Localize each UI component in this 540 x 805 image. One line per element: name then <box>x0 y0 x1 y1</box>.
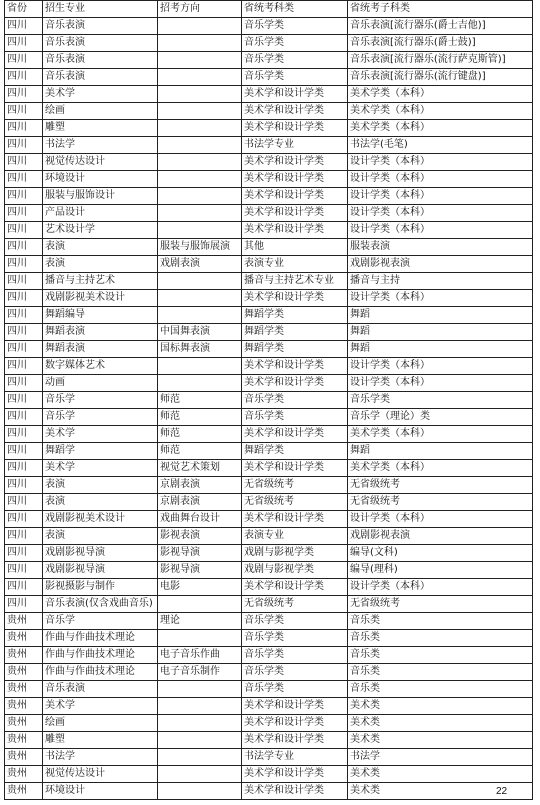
exam-category-cell: 美术学和设计学类 <box>242 698 348 715</box>
exam-category-cell: 舞蹈学类 <box>242 341 348 358</box>
exam-subcategory-cell: 舞蹈 <box>348 307 533 324</box>
direction-cell: 服装与服饰展演 <box>158 239 242 256</box>
major-cell: 环境设计 <box>43 171 158 188</box>
column-header: 省份 <box>5 1 43 18</box>
table-row <box>5 698 533 715</box>
province-cell: 四川 <box>5 86 43 103</box>
direction-cell: 师范 <box>158 443 242 460</box>
major-cell: 表演 <box>43 256 158 273</box>
exam-subcategory-cell: 音乐类 <box>348 664 533 681</box>
exam-category-cell: 美术学和设计学类 <box>242 715 348 732</box>
major-cell: 戏剧影视美术设计 <box>43 290 158 307</box>
table-row <box>5 477 533 494</box>
exam-category-cell: 戏剧与影视学类 <box>242 562 348 579</box>
direction-cell <box>158 273 242 290</box>
exam-subcategory-cell: 舞蹈 <box>348 324 533 341</box>
exam-subcategory-cell: 音乐类 <box>348 613 533 630</box>
table-row <box>5 613 533 630</box>
table-row <box>5 562 533 579</box>
column-header: 省统考科类 <box>242 1 348 18</box>
major-cell: 音乐学 <box>43 409 158 426</box>
direction-cell <box>158 18 242 35</box>
major-cell: 产品设计 <box>43 205 158 222</box>
table-row <box>5 426 533 443</box>
table-row <box>5 103 533 120</box>
table-row <box>5 528 533 545</box>
table-row <box>5 86 533 103</box>
table-row <box>5 511 533 528</box>
table-row <box>5 256 533 273</box>
exam-subcategory-cell: 音乐表演[流行器乐(爵士鼓)] <box>348 35 533 52</box>
province-cell: 贵州 <box>5 732 43 749</box>
province-cell: 四川 <box>5 460 43 477</box>
exam-category-cell: 美术学和设计学类 <box>242 86 348 103</box>
exam-category-cell: 舞蹈学类 <box>242 443 348 460</box>
exam-subcategory-cell: 美术学类（本科） <box>348 103 533 120</box>
major-cell: 书法学 <box>43 137 158 154</box>
exam-subcategory-cell: 音乐表演[流行器乐(爵士吉他)] <box>348 18 533 35</box>
direction-cell <box>158 749 242 766</box>
major-cell: 音乐表演(仅含戏曲音乐) <box>43 596 158 613</box>
major-cell: 播音与主持艺术 <box>43 273 158 290</box>
direction-cell: 视觉艺术策划 <box>158 460 242 477</box>
major-cell: 表演 <box>43 528 158 545</box>
major-cell: 环境设计 <box>43 783 158 800</box>
province-cell: 贵州 <box>5 630 43 647</box>
province-cell: 四川 <box>5 528 43 545</box>
direction-cell: 电影 <box>158 579 242 596</box>
exam-subcategory-cell: 音乐学（理论）类 <box>348 409 533 426</box>
direction-cell <box>158 52 242 69</box>
province-cell: 四川 <box>5 18 43 35</box>
direction-cell <box>158 358 242 375</box>
exam-subcategory-cell: 美术学类（本科） <box>348 120 533 137</box>
table-row <box>5 69 533 86</box>
exam-subcategory-cell: 设计学类（本科） <box>348 171 533 188</box>
direction-cell: 师范 <box>158 409 242 426</box>
admissions-table <box>4 0 533 800</box>
exam-category-cell: 美术学和设计学类 <box>242 205 348 222</box>
table-row <box>5 443 533 460</box>
exam-subcategory-cell: 书法学(毛笔) <box>348 137 533 154</box>
exam-category-cell: 美术学和设计学类 <box>242 120 348 137</box>
table-row <box>5 392 533 409</box>
province-cell: 贵州 <box>5 715 43 732</box>
exam-subcategory-cell: 美术学类（本科） <box>348 426 533 443</box>
exam-subcategory-cell: 播音与主持 <box>348 273 533 290</box>
table-row <box>5 205 533 222</box>
major-cell: 戏剧影视导演 <box>43 545 158 562</box>
direction-cell <box>158 681 242 698</box>
province-cell: 四川 <box>5 171 43 188</box>
table-row <box>5 409 533 426</box>
table-row <box>5 375 533 392</box>
exam-category-cell: 音乐学类 <box>242 392 348 409</box>
direction-cell <box>158 715 242 732</box>
table-row <box>5 460 533 477</box>
table-row <box>5 239 533 256</box>
direction-cell: 影视导演 <box>158 562 242 579</box>
direction-cell: 京剧表演 <box>158 477 242 494</box>
province-cell: 四川 <box>5 239 43 256</box>
table-row <box>5 681 533 698</box>
province-cell: 四川 <box>5 358 43 375</box>
direction-cell <box>158 137 242 154</box>
province-cell: 四川 <box>5 52 43 69</box>
province-cell: 四川 <box>5 324 43 341</box>
province-cell: 四川 <box>5 477 43 494</box>
table-row <box>5 664 533 681</box>
table-row <box>5 290 533 307</box>
table-row <box>5 494 533 511</box>
exam-subcategory-cell: 设计学类（本科） <box>348 205 533 222</box>
province-cell: 四川 <box>5 273 43 290</box>
exam-category-cell: 表演专业 <box>242 256 348 273</box>
exam-subcategory-cell: 音乐表演[流行器乐(流行键盘)] <box>348 69 533 86</box>
exam-subcategory-cell: 戏剧影视表演 <box>348 256 533 273</box>
major-cell: 艺术设计学 <box>43 222 158 239</box>
exam-subcategory-cell: 舞蹈 <box>348 443 533 460</box>
exam-category-cell: 音乐学类 <box>242 647 348 664</box>
table-row <box>5 749 533 766</box>
major-cell: 作曲与作曲技术理论 <box>43 647 158 664</box>
direction-cell: 电子音乐制作 <box>158 664 242 681</box>
direction-cell: 影视导演 <box>158 545 242 562</box>
direction-cell: 戏剧表演 <box>158 256 242 273</box>
province-cell: 四川 <box>5 222 43 239</box>
major-cell: 表演 <box>43 477 158 494</box>
major-cell: 作曲与作曲技术理论 <box>43 664 158 681</box>
province-cell: 四川 <box>5 154 43 171</box>
exam-category-cell: 美术学和设计学类 <box>242 171 348 188</box>
exam-subcategory-cell: 设计学类（本科） <box>348 579 533 596</box>
table-row <box>5 18 533 35</box>
province-cell: 四川 <box>5 511 43 528</box>
page-number: 22 <box>496 786 508 797</box>
exam-subcategory-cell: 戏剧影视表演 <box>348 528 533 545</box>
direction-cell: 中国舞表演 <box>158 324 242 341</box>
direction-cell <box>158 120 242 137</box>
table-row <box>5 171 533 188</box>
major-cell: 影视摄影与制作 <box>43 579 158 596</box>
exam-subcategory-cell: 服装表演 <box>348 239 533 256</box>
exam-subcategory-cell: 美术类 <box>348 715 533 732</box>
exam-category-cell: 美术学和设计学类 <box>242 358 348 375</box>
table-row <box>5 579 533 596</box>
exam-subcategory-cell: 无省级统考 <box>348 596 533 613</box>
table-row <box>5 52 533 69</box>
province-cell: 贵州 <box>5 749 43 766</box>
table-row <box>5 188 533 205</box>
province-cell: 四川 <box>5 120 43 137</box>
direction-cell <box>158 86 242 103</box>
province-cell: 四川 <box>5 341 43 358</box>
province-cell: 贵州 <box>5 647 43 664</box>
exam-category-cell: 美术学和设计学类 <box>242 783 348 800</box>
table-row <box>5 596 533 613</box>
table-row <box>5 783 533 800</box>
exam-category-cell: 美术学和设计学类 <box>242 103 348 120</box>
direction-cell <box>158 222 242 239</box>
province-cell: 四川 <box>5 392 43 409</box>
major-cell: 舞蹈表演 <box>43 341 158 358</box>
province-cell: 四川 <box>5 545 43 562</box>
major-cell: 服装与服饰设计 <box>43 188 158 205</box>
province-cell: 贵州 <box>5 783 43 800</box>
major-cell: 数字媒体艺术 <box>43 358 158 375</box>
exam-category-cell: 美术学和设计学类 <box>242 375 348 392</box>
exam-subcategory-cell: 美术类 <box>348 766 533 783</box>
exam-category-cell: 音乐学类 <box>242 69 348 86</box>
direction-cell <box>158 630 242 647</box>
exam-category-cell: 美术学和设计学类 <box>242 579 348 596</box>
province-cell: 四川 <box>5 256 43 273</box>
major-cell: 书法学 <box>43 749 158 766</box>
major-cell: 音乐表演 <box>43 35 158 52</box>
exam-subcategory-cell: 设计学类（本科） <box>348 290 533 307</box>
major-cell: 表演 <box>43 239 158 256</box>
table-row <box>5 630 533 647</box>
table-row <box>5 324 533 341</box>
exam-subcategory-cell: 音乐学类 <box>348 392 533 409</box>
exam-subcategory-cell: 设计学类（本科） <box>348 188 533 205</box>
province-cell: 四川 <box>5 35 43 52</box>
exam-subcategory-cell: 设计学类（本科） <box>348 511 533 528</box>
exam-category-cell: 音乐学类 <box>242 630 348 647</box>
province-cell: 贵州 <box>5 698 43 715</box>
direction-cell: 戏曲舞台设计 <box>158 511 242 528</box>
province-cell: 四川 <box>5 562 43 579</box>
exam-category-cell: 书法学专业 <box>242 749 348 766</box>
exam-subcategory-cell: 舞蹈 <box>348 341 533 358</box>
table-row <box>5 35 533 52</box>
column-header: 省统考子科类 <box>348 1 533 18</box>
table-row <box>5 358 533 375</box>
exam-category-cell: 美术学和设计学类 <box>242 732 348 749</box>
exam-category-cell: 播音与主持艺术专业 <box>242 273 348 290</box>
direction-cell <box>158 35 242 52</box>
exam-subcategory-cell: 编导(文科) <box>348 545 533 562</box>
exam-category-cell: 美术学和设计学类 <box>242 154 348 171</box>
table-row <box>5 307 533 324</box>
exam-category-cell: 音乐学类 <box>242 409 348 426</box>
major-cell: 作曲与作曲技术理论 <box>43 630 158 647</box>
table-row <box>5 647 533 664</box>
direction-cell <box>158 154 242 171</box>
major-cell: 绘画 <box>43 715 158 732</box>
province-cell: 贵州 <box>5 766 43 783</box>
major-cell: 音乐学 <box>43 392 158 409</box>
table-row <box>5 715 533 732</box>
major-cell: 美术学 <box>43 460 158 477</box>
exam-subcategory-cell: 音乐表演[流行器乐(流行萨克斯管)] <box>348 52 533 69</box>
major-cell: 音乐表演 <box>43 69 158 86</box>
exam-category-cell: 美术学和设计学类 <box>242 426 348 443</box>
exam-category-cell: 音乐学类 <box>242 52 348 69</box>
exam-subcategory-cell: 美术类 <box>348 732 533 749</box>
direction-cell: 京剧表演 <box>158 494 242 511</box>
province-cell: 四川 <box>5 375 43 392</box>
exam-category-cell: 美术学和设计学类 <box>242 222 348 239</box>
major-cell: 舞蹈表演 <box>43 324 158 341</box>
major-cell: 音乐表演 <box>43 681 158 698</box>
major-cell: 戏剧影视美术设计 <box>43 511 158 528</box>
exam-subcategory-cell: 编导(理科) <box>348 562 533 579</box>
direction-cell: 理论 <box>158 613 242 630</box>
exam-category-cell: 无省级统考 <box>242 596 348 613</box>
province-cell: 四川 <box>5 103 43 120</box>
table-row <box>5 154 533 171</box>
province-cell: 四川 <box>5 188 43 205</box>
major-cell: 音乐表演 <box>43 18 158 35</box>
province-cell: 四川 <box>5 443 43 460</box>
direction-cell: 师范 <box>158 426 242 443</box>
direction-cell: 师范 <box>158 392 242 409</box>
exam-subcategory-cell: 音乐类 <box>348 647 533 664</box>
exam-subcategory-cell: 美术学类（本科） <box>348 86 533 103</box>
exam-subcategory-cell: 设计学类（本科） <box>348 154 533 171</box>
exam-category-cell: 美术学和设计学类 <box>242 290 348 307</box>
exam-category-cell: 戏剧与影视学类 <box>242 545 348 562</box>
direction-cell <box>158 188 242 205</box>
major-cell: 雕塑 <box>43 120 158 137</box>
direction-cell <box>158 766 242 783</box>
major-cell: 视觉传达设计 <box>43 154 158 171</box>
exam-category-cell: 舞蹈学类 <box>242 307 348 324</box>
exam-category-cell: 美术学和设计学类 <box>242 766 348 783</box>
exam-subcategory-cell: 无省级统考 <box>348 477 533 494</box>
table-row <box>5 732 533 749</box>
direction-cell: 国标舞表演 <box>158 341 242 358</box>
direction-cell <box>158 103 242 120</box>
province-cell: 四川 <box>5 426 43 443</box>
major-cell: 戏剧影视导演 <box>43 562 158 579</box>
province-cell: 贵州 <box>5 613 43 630</box>
province-cell: 四川 <box>5 205 43 222</box>
exam-category-cell: 美术学和设计学类 <box>242 460 348 477</box>
major-cell: 表演 <box>43 494 158 511</box>
direction-cell <box>158 307 242 324</box>
province-cell: 贵州 <box>5 681 43 698</box>
direction-cell <box>158 732 242 749</box>
major-cell: 视觉传达设计 <box>43 766 158 783</box>
exam-subcategory-cell: 设计学类（本科） <box>348 222 533 239</box>
major-cell: 舞蹈学 <box>43 443 158 460</box>
direction-cell <box>158 596 242 613</box>
province-cell: 四川 <box>5 307 43 324</box>
exam-category-cell: 美术学和设计学类 <box>242 188 348 205</box>
exam-category-cell: 美术学和设计学类 <box>242 511 348 528</box>
exam-subcategory-cell: 美术类 <box>348 698 533 715</box>
exam-subcategory-cell: 设计学类（本科） <box>348 375 533 392</box>
column-header: 招生专业 <box>43 1 158 18</box>
table-row <box>5 545 533 562</box>
province-cell: 四川 <box>5 69 43 86</box>
major-cell: 美术学 <box>43 698 158 715</box>
exam-category-cell: 音乐学类 <box>242 664 348 681</box>
major-cell: 音乐表演 <box>43 52 158 69</box>
major-cell: 雕塑 <box>43 732 158 749</box>
table-row <box>5 341 533 358</box>
exam-category-cell: 其他 <box>242 239 348 256</box>
direction-cell <box>158 171 242 188</box>
table-row <box>5 120 533 137</box>
province-cell: 四川 <box>5 290 43 307</box>
direction-cell <box>158 698 242 715</box>
province-cell: 四川 <box>5 596 43 613</box>
table-row <box>5 222 533 239</box>
major-cell: 绘画 <box>43 103 158 120</box>
major-cell: 舞蹈编导 <box>43 307 158 324</box>
exam-category-cell: 音乐学类 <box>242 35 348 52</box>
province-cell: 四川 <box>5 494 43 511</box>
exam-category-cell: 音乐学类 <box>242 613 348 630</box>
exam-subcategory-cell: 美术类 <box>348 783 533 800</box>
major-cell: 动画 <box>43 375 158 392</box>
column-header: 招考方向 <box>158 1 242 18</box>
exam-category-cell: 音乐学类 <box>242 18 348 35</box>
direction-cell <box>158 783 242 800</box>
direction-cell <box>158 205 242 222</box>
direction-cell: 电子音乐作曲 <box>158 647 242 664</box>
direction-cell <box>158 290 242 307</box>
exam-category-cell: 音乐学类 <box>242 681 348 698</box>
table-row <box>5 137 533 154</box>
table-row <box>5 273 533 290</box>
major-cell: 美术学 <box>43 426 158 443</box>
exam-subcategory-cell: 设计学类（本科） <box>348 358 533 375</box>
province-cell: 四川 <box>5 579 43 596</box>
exam-subcategory-cell: 无省级统考 <box>348 494 533 511</box>
exam-subcategory-cell: 音乐类 <box>348 681 533 698</box>
direction-cell <box>158 69 242 86</box>
province-cell: 贵州 <box>5 664 43 681</box>
major-cell: 美术学 <box>43 86 158 103</box>
exam-category-cell: 无省级统考 <box>242 494 348 511</box>
direction-cell <box>158 375 242 392</box>
exam-subcategory-cell: 音乐类 <box>348 630 533 647</box>
exam-category-cell: 书法学专业 <box>242 137 348 154</box>
province-cell: 四川 <box>5 409 43 426</box>
exam-category-cell: 舞蹈学类 <box>242 324 348 341</box>
exam-subcategory-cell: 书法学 <box>348 749 533 766</box>
table-row <box>5 766 533 783</box>
exam-subcategory-cell: 美术学类（本科） <box>348 460 533 477</box>
major-cell: 音乐学 <box>43 613 158 630</box>
direction-cell: 影视表演 <box>158 528 242 545</box>
exam-category-cell: 无省级统考 <box>242 477 348 494</box>
table-header-row <box>5 1 533 18</box>
province-cell: 四川 <box>5 137 43 154</box>
exam-category-cell: 表演专业 <box>242 528 348 545</box>
